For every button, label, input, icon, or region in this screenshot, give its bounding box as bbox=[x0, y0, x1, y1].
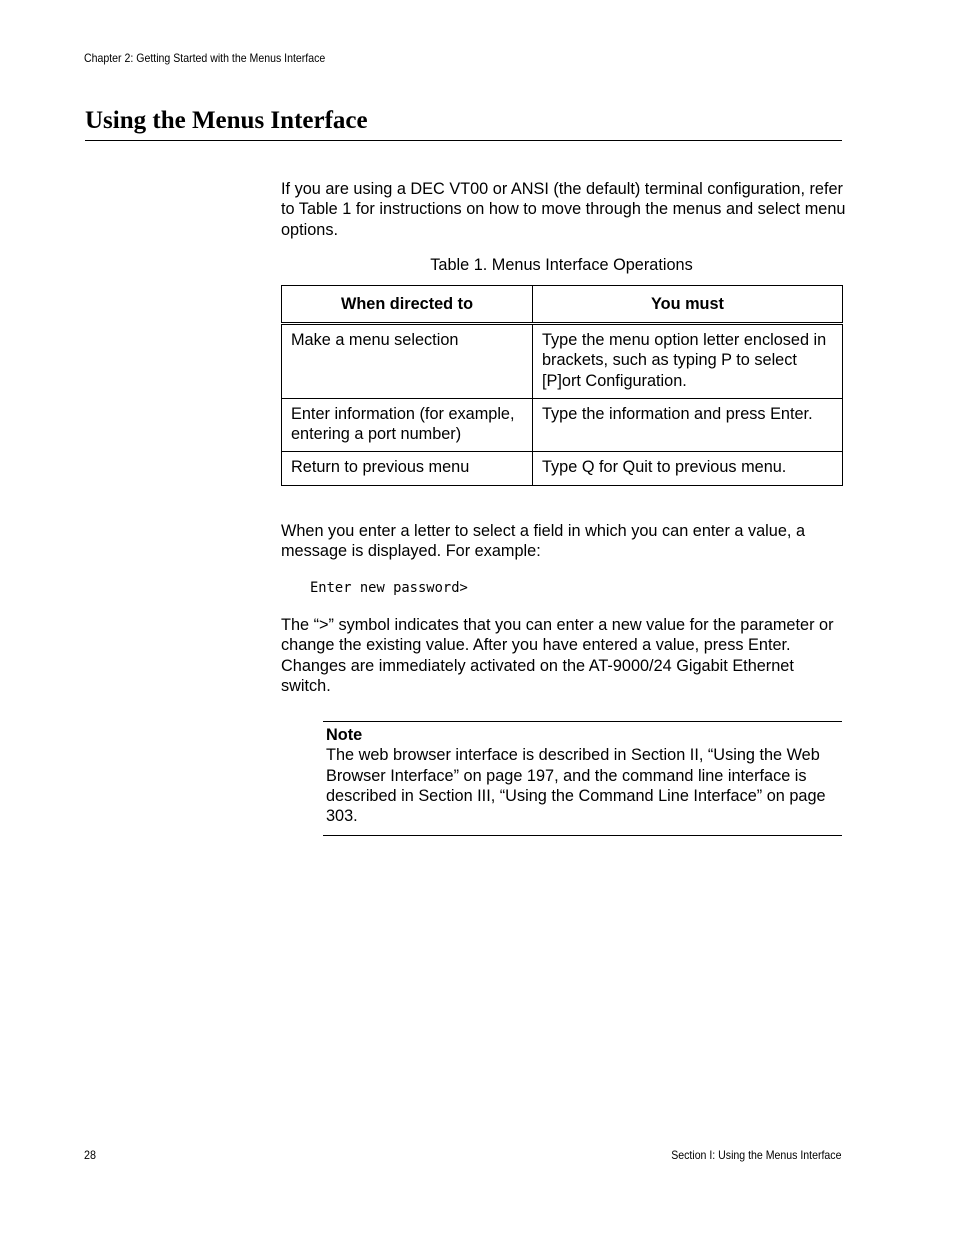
table-cell: Return to previous menu bbox=[282, 452, 533, 485]
operations-table bbox=[281, 285, 843, 486]
intro-paragraph: If you are using a DEC VT00 or ANSI (the default) terminal configuration, refer to Table 1 for instructions on how to move through the menus and select menu options. bbox=[281, 180, 846, 239]
table-cell: Type Q for Quit to previous menu. bbox=[533, 452, 843, 485]
table-row bbox=[282, 324, 843, 399]
column-header-when: When directed to bbox=[282, 286, 533, 324]
table-cell: Enter information (for example, entering a port number) bbox=[282, 398, 533, 452]
table-caption: Table 1. Menus Interface Operations bbox=[430, 256, 693, 274]
symbol-paragraph: The “>” symbol indicates that you can enter a new value for the parameter or change the existing value. After you have entered a value, press Enter. Changes are immediately activated on the AT-9000/24 Gigabit Ethernet switch. bbox=[281, 616, 834, 695]
page-number: 28 bbox=[84, 1148, 97, 1162]
title-rule bbox=[85, 140, 842, 141]
footer-section-title: Section I: Using the Menus Interface bbox=[670, 1148, 841, 1162]
table-cell: Type the menu option letter enclosed in brackets, such as typing P to select [P]ort Configuration. bbox=[533, 324, 843, 399]
table-header-row bbox=[282, 286, 843, 324]
note-heading: Note bbox=[326, 726, 363, 744]
note-box bbox=[323, 721, 842, 836]
column-header-must: You must bbox=[533, 286, 843, 324]
note-text: The web browser interface is described in Section II, “Using the Web Browser Interface” on page 197, and the command line interface is described in Section III, “Using the Command Line Interface” on page 303. bbox=[326, 746, 826, 826]
table-cell: Make a menu selection bbox=[282, 324, 533, 399]
table-row bbox=[282, 398, 843, 452]
field-entry-paragraph: When you enter a letter to select a field in which you can enter a value, a message is displayed. For example: bbox=[281, 522, 806, 561]
code-example: Enter new password> bbox=[310, 580, 468, 596]
running-header: Chapter 2: Getting Started with the Menus Interface bbox=[84, 51, 326, 65]
table-cell: Type the information and press Enter. bbox=[533, 398, 843, 452]
page-title: Using the Menus Interface bbox=[85, 107, 368, 134]
table-row bbox=[282, 452, 843, 485]
